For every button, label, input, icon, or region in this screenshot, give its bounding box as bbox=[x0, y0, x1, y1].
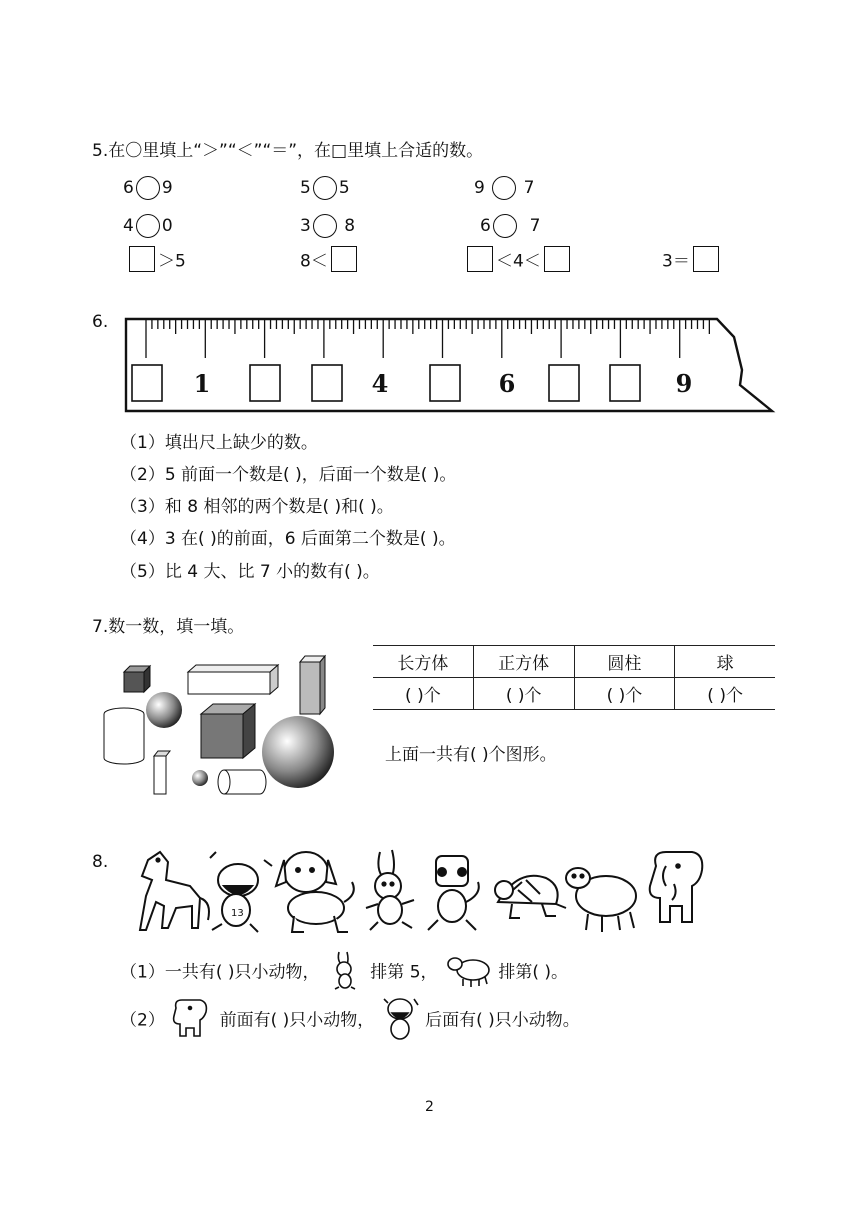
q5-text: 8＜ bbox=[300, 251, 328, 272]
q5-text: 3＝ bbox=[662, 251, 690, 272]
q6-number: 6. bbox=[92, 312, 109, 332]
q8-line-1 bbox=[120, 950, 568, 990]
q5-num: 7 bbox=[523, 178, 535, 198]
table-answer-cell[interactable]: ( )个 bbox=[373, 678, 473, 710]
ruler-label-1: 1 bbox=[193, 369, 211, 398]
answer-box[interactable] bbox=[544, 246, 570, 272]
q5-num: 9 bbox=[161, 178, 173, 198]
q5-row2-item2 bbox=[300, 214, 355, 238]
q5-num: 0 bbox=[161, 216, 173, 236]
q5-num: 3 bbox=[300, 216, 311, 236]
ruler-label-4: 4 bbox=[371, 369, 389, 398]
q6-item-5: （5）比 4 大、比 7 小的数有( )。 bbox=[120, 562, 380, 582]
q5-num: 9 bbox=[474, 178, 485, 198]
q8-line2-text-c: 后面有( )只小动物。 bbox=[425, 1010, 580, 1031]
q5-row1-item2 bbox=[300, 176, 350, 200]
compare-circle[interactable] bbox=[136, 176, 160, 200]
ruler bbox=[122, 315, 777, 415]
q5-num: 4 bbox=[123, 216, 134, 236]
q5-row3-item4 bbox=[662, 246, 722, 272]
table-header-cell: 长方体 bbox=[373, 646, 473, 678]
q5-text: ＜4＜ bbox=[496, 251, 541, 272]
table-answer-cell[interactable]: ( )个 bbox=[675, 678, 775, 710]
q5-num: 6 bbox=[480, 216, 491, 236]
q5-row3-item3 bbox=[464, 246, 573, 272]
q5-text: ＞5 bbox=[158, 251, 186, 272]
compare-circle[interactable] bbox=[313, 214, 337, 238]
table-answer-cell[interactable]: ( )个 bbox=[574, 678, 675, 710]
q5-num: 7 bbox=[529, 216, 541, 236]
compare-circle[interactable] bbox=[492, 176, 516, 200]
q5-title: 5.在〇里填上“＞”“＜”“＝”，在□里填上合适的数。 bbox=[92, 141, 484, 161]
q5-row1-item3 bbox=[474, 176, 534, 200]
table-answer-cell[interactable]: ( )个 bbox=[473, 678, 574, 710]
q8-line2-text-b: 前面有( )只小动物， bbox=[219, 1010, 375, 1031]
answer-box[interactable] bbox=[331, 246, 357, 272]
answer-box[interactable] bbox=[129, 246, 155, 272]
page-number: 2 bbox=[425, 1099, 434, 1115]
elephant-icon bbox=[170, 998, 214, 1038]
animals-row bbox=[126, 846, 716, 938]
ruler-label-9: 9 bbox=[675, 369, 693, 398]
monkey-icon bbox=[428, 856, 479, 930]
elephant-icon bbox=[650, 852, 703, 922]
q6-item-2: （2）5 前面一个数是( )，后面一个数是( )。 bbox=[120, 465, 457, 485]
shapes-count-table bbox=[373, 645, 775, 710]
q5-row2-item1 bbox=[123, 214, 173, 238]
dog-icon bbox=[276, 852, 354, 932]
q7-total: 上面一共有( )个图形。 bbox=[385, 745, 557, 765]
q5-row2-item3 bbox=[480, 214, 540, 238]
frog-icon bbox=[380, 995, 420, 1041]
answer-box[interactable] bbox=[693, 246, 719, 272]
q8-line1-text-b: 排第 5， bbox=[370, 962, 438, 983]
q5-num: 6 bbox=[123, 178, 134, 198]
table-header-row bbox=[373, 646, 775, 678]
answer-box[interactable] bbox=[467, 246, 493, 272]
table-header-cell: 圆柱 bbox=[574, 646, 675, 678]
compare-circle[interactable] bbox=[493, 214, 517, 238]
table-header-cell: 正方体 bbox=[473, 646, 574, 678]
q8-line2-text-a: （2） bbox=[120, 1010, 165, 1031]
svg-text:13: 13 bbox=[231, 908, 244, 919]
q7-title: 7.数一数，填一填。 bbox=[92, 617, 245, 637]
q5-num: 5 bbox=[300, 178, 311, 198]
q5-num: 5 bbox=[338, 178, 350, 198]
q6-item-4: （4）3 在( )的前面，6 后面第二个数是( )。 bbox=[120, 529, 456, 549]
rabbit-icon bbox=[325, 950, 365, 990]
frog-icon bbox=[210, 852, 272, 932]
q8-line-2 bbox=[120, 995, 580, 1041]
table-answer-row bbox=[373, 678, 775, 710]
q8-line1-text-a: （1）一共有( )只小动物， bbox=[120, 962, 320, 983]
q5-row3-item2 bbox=[300, 246, 360, 272]
q5-row1-item1 bbox=[123, 176, 173, 200]
compare-circle[interactable] bbox=[313, 176, 337, 200]
q8-number: 8. bbox=[92, 852, 109, 872]
table-header-cell: 球 bbox=[675, 646, 775, 678]
horse-icon bbox=[140, 852, 209, 930]
shapes-illustration bbox=[98, 652, 343, 802]
q5-num: 8 bbox=[344, 216, 356, 236]
sheep-icon bbox=[443, 952, 493, 988]
compare-circle[interactable] bbox=[136, 214, 160, 238]
sheep-icon bbox=[566, 868, 636, 932]
turtle-icon bbox=[495, 876, 566, 918]
rabbit-icon bbox=[366, 850, 414, 930]
ruler-label-6: 6 bbox=[498, 369, 516, 398]
q6-item-1: （1）填出尺上缺少的数。 bbox=[120, 433, 318, 453]
q8-line1-text-c: 排第( )。 bbox=[498, 962, 569, 983]
q5-row3-item1 bbox=[126, 246, 186, 272]
q6-item-3: （3）和 8 相邻的两个数是( )和( )。 bbox=[120, 497, 394, 517]
